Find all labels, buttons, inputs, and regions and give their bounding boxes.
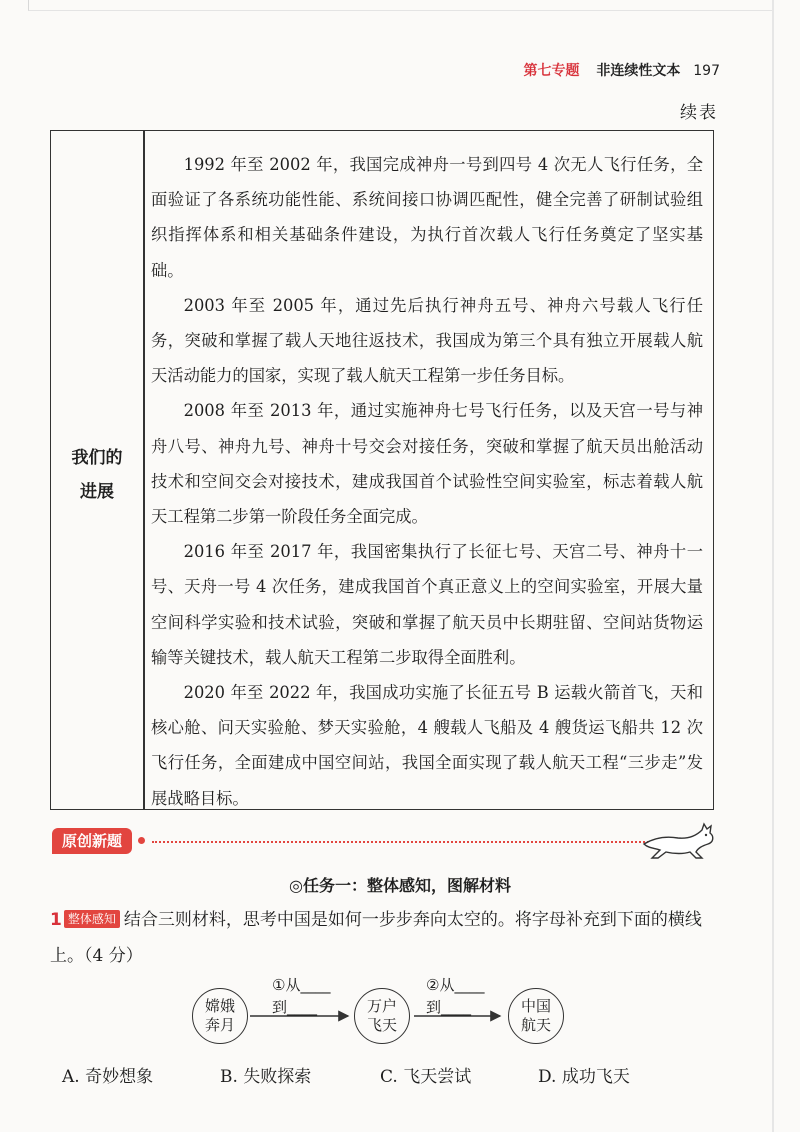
question-1 <box>50 902 730 974</box>
paragraph: 2016 年至 2017 年，我国密集执行了长征七号、天宫二号、神舟十一号、天舟一号 4 次任务，建成我国首个真正意义上的空间实验室，开展大量空间科学实验和技术试验，突破和掌握了航天员中长期驻留、空间站货物运输等关键技术，载人航天工程第二步取得全面胜利。 <box>151 542 703 667</box>
question-text: 结合三则材料，思考中国是如何一步步奔向太空的。将字母补充到下面的横线上。（4 分） <box>50 910 702 966</box>
table-column-divider <box>143 131 145 809</box>
paragraph: 1992 年至 2002 年，我国完成神舟一号到四号 4 次无人飞行任务，全面验证了各系统功能性能、系统间接口协调匹配性，健全完善了研制试验组织指挥体系和相关基础条件建设，为执行首次载人飞行任务奠定了坚实基础。 <box>151 155 703 280</box>
option-a[interactable]: A. 奇妙想象 <box>62 1067 154 1087</box>
page-header <box>524 60 720 80</box>
node-wanhu <box>354 988 410 1044</box>
node-text: 嫦娥 <box>204 997 235 1015</box>
progress-table <box>50 130 714 810</box>
cat-illustration-icon <box>640 818 720 862</box>
task-title: ◎任务一：整体感知，图解材料 <box>289 876 511 895</box>
row-label <box>51 441 143 509</box>
option-b[interactable]: B. 失败探索 <box>220 1067 312 1087</box>
node-text: 中国 <box>520 997 551 1015</box>
paragraph: 2008 年至 2013 年，通过实施神舟七号飞行任务，以及天宫一号与神舟八号、神舟九号、神舟十号交会对接任务，突破和掌握了航天员出舱活动技术和空间交会对接技术，建成我国首个试验性空间实验室，标志着载人航天工程第二步第一阶段任务全面完成。 <box>151 401 703 527</box>
node-text: 飞天 <box>366 1016 397 1034</box>
node-text: 奔月 <box>204 1016 235 1034</box>
row-label-line-2: 进展 <box>80 482 114 502</box>
banner-badge: 原创新题 <box>52 828 132 854</box>
step1-from-blank[interactable]: ①从____ <box>272 976 331 994</box>
header-topic: 第七专题 <box>523 63 580 79</box>
banner-dot <box>138 837 145 844</box>
step1-to-blank[interactable]: 到____ <box>272 998 318 1016</box>
node-text: 万户 <box>366 997 397 1015</box>
table-content <box>151 147 703 816</box>
question-tag: 整体感知 <box>64 910 120 928</box>
question-number: 1 <box>50 910 62 930</box>
node-text: 航天 <box>520 1016 551 1034</box>
paragraph: 2003 年至 2005 年，通过先后执行神舟五号、神舟六号载人飞行任务，突破和掌握了载人天地往返技术，我国成为第三个具有独立开展载人航天活动能力的国家，实现了载人航天工程第一步任务目标。 <box>151 295 703 386</box>
option-d[interactable]: D. 成功飞天 <box>538 1067 630 1087</box>
banner-dotted-line <box>152 841 692 843</box>
node-china-aerospace <box>508 988 564 1044</box>
node-change-moon <box>192 988 248 1044</box>
flow-diagram <box>190 970 590 1050</box>
table-continued-note: 续表 <box>680 103 718 123</box>
paragraph: 2020 年至 2022 年，我国成功实施了长征五号 B 运载火箭首飞，天和核心舱、问天实验舱、梦天实验舱，4 艘载人飞船及 4 艘货运飞船共 12 次飞行任务，全面建成中国空间站，我国全面实现了载人航天工程“三步走”发展战略目标。 <box>151 683 703 808</box>
page-right-edge <box>772 0 774 1132</box>
step2-from-blank[interactable]: ②从____ <box>426 976 485 994</box>
page-top-edge <box>28 0 773 11</box>
row-label-line-1: 我们的 <box>71 448 123 468</box>
header-section: 非连续性文本 <box>596 63 681 79</box>
step2-to-blank[interactable]: 到____ <box>426 998 472 1016</box>
option-c[interactable]: C. 飞天尝试 <box>380 1067 472 1087</box>
page-number: 197 <box>693 63 720 79</box>
